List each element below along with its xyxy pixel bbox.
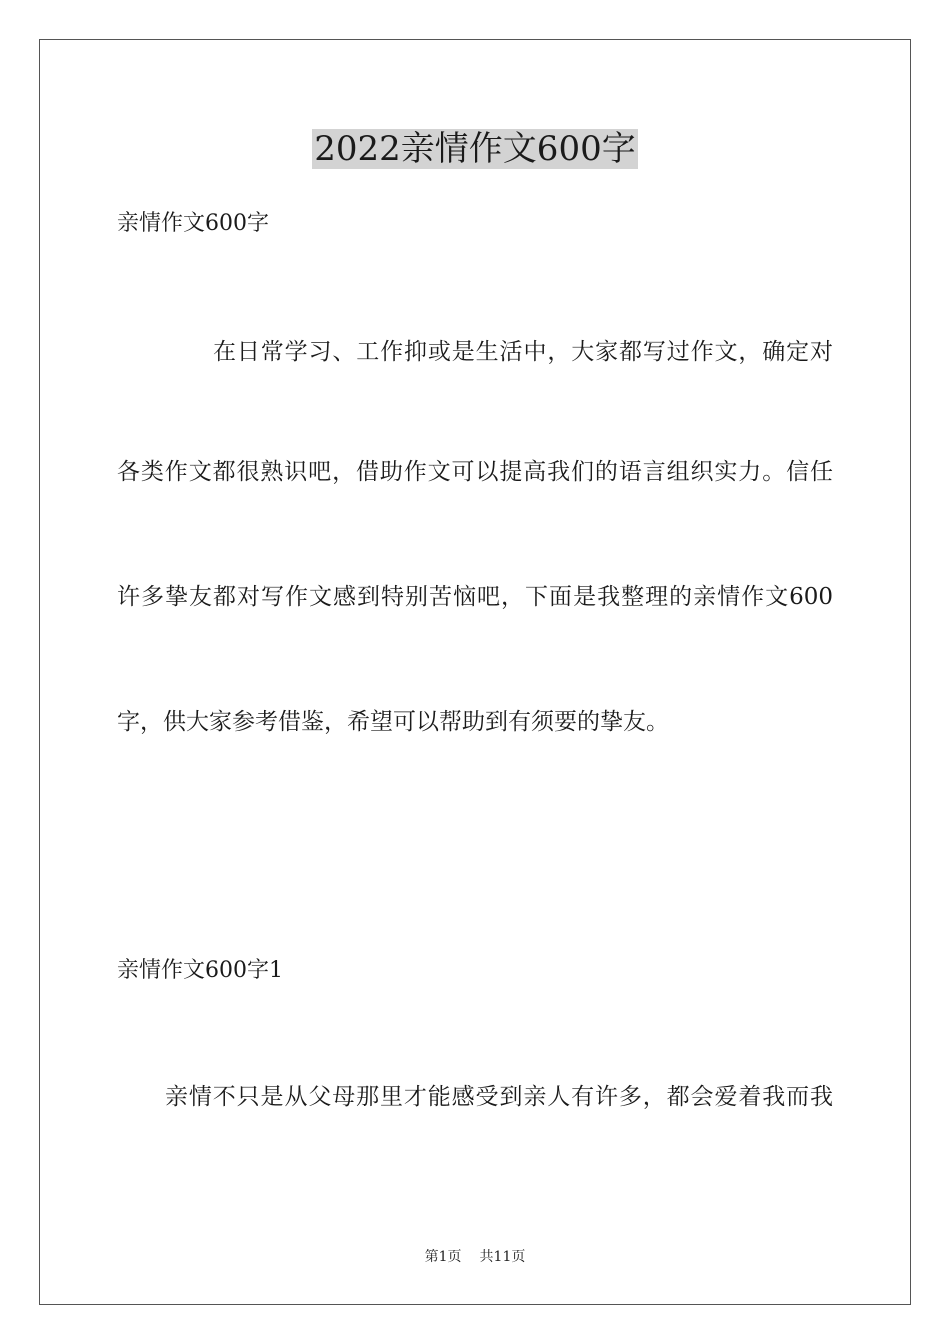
- intro-line-1: 在日常学习、工作抑或是生活中，大家都写过作文，确定对: [213, 339, 833, 365]
- page-number: 第1页: [424, 1249, 462, 1265]
- document-title-text: 2022亲情作文600字: [314, 129, 636, 169]
- intro-line-4: 字，供大家参考借鉴，希望可以帮助到有须要的挚友。: [117, 709, 669, 735]
- section-heading: 亲情作文600字1: [117, 958, 283, 983]
- page-footer: [0, 1247, 950, 1267]
- document-title: [0, 128, 950, 170]
- page-total: 共11页: [479, 1249, 526, 1265]
- document-subtitle: 亲情作文600字: [117, 211, 269, 236]
- section-line-1: 亲情不只是从父母那里才能感受到亲人有许多，都会爱着我而我: [165, 1084, 833, 1110]
- intro-line-2: 各类作文都很熟识吧，借助作文可以提高我们的语言组织实力。信任: [117, 459, 833, 485]
- intro-line-3: 许多挚友都对写作文感到特别苦恼吧，下面是我整理的亲情作文600: [117, 584, 833, 610]
